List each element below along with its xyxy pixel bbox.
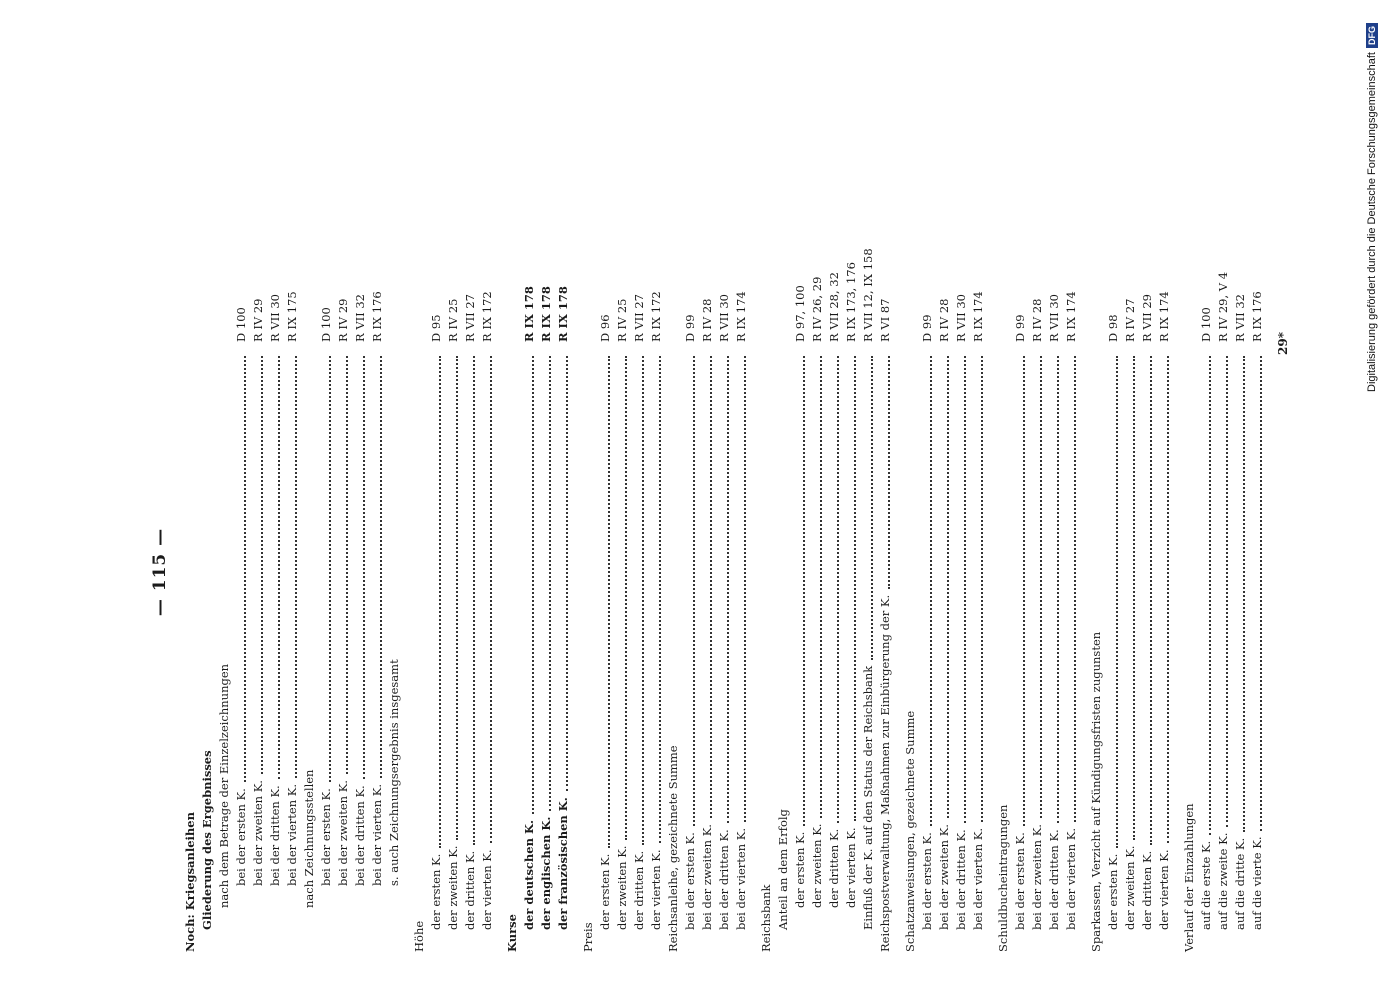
index-entry	[648, 192, 665, 952]
index-entry	[792, 192, 809, 952]
entry-label: bei der dritten K.	[954, 829, 968, 930]
index-page	[140, 192, 1290, 952]
entry-label: bei der ersten K.	[920, 832, 934, 930]
dot-leader	[888, 356, 890, 589]
index-entry	[699, 192, 716, 952]
index-entry	[877, 192, 894, 952]
entry-label: der englischen K.	[539, 816, 553, 930]
index-entry	[1012, 192, 1029, 952]
entry-label: Reichspostverwaltung, Maßnahmen zur Einbürgerung der K.	[878, 594, 892, 952]
entry-label: Einfluß der K. auf den Status der Reichsbank	[861, 665, 875, 930]
entry-reference: R IV 28	[937, 298, 951, 342]
entry-reference: R IX 178	[556, 286, 570, 342]
index-entry	[1029, 192, 1046, 952]
entry-reference: R VII 29	[1140, 294, 1154, 342]
dot-leader	[1057, 356, 1059, 823]
entry-label: bei der vierten K.	[1064, 827, 1078, 930]
dot-leader	[659, 356, 661, 843]
index-entry	[843, 192, 860, 952]
entry-label: der vierten K.	[1157, 849, 1171, 930]
index-entry	[995, 192, 1012, 952]
entry-label: bei der vierten K.	[734, 827, 748, 930]
entry-reference: R IV 27	[1123, 298, 1137, 342]
index-entry	[521, 192, 538, 952]
dot-leader	[1150, 356, 1152, 845]
index-entry	[631, 192, 648, 952]
index-entry	[1249, 192, 1266, 952]
index-entry	[301, 192, 318, 952]
entry-reference: R IV 25	[446, 298, 460, 342]
index-entry	[775, 192, 792, 952]
entry-reference: R IV 25	[615, 298, 629, 342]
entry-label: der ersten K.	[1106, 853, 1120, 930]
index-entry	[386, 192, 403, 952]
index-entry	[233, 192, 250, 952]
entry-label: der ersten K.	[598, 853, 612, 930]
entry-label: bei der zweiten K.	[336, 780, 350, 886]
entry-reference: R VII 27	[632, 294, 646, 342]
dot-leader	[363, 356, 365, 779]
signature-mark: 29*	[1276, 332, 1290, 355]
index-entry	[809, 192, 826, 952]
entry-reference: R IX 176	[370, 291, 384, 342]
index-entry	[1232, 192, 1249, 952]
dot-leader	[329, 356, 331, 782]
dot-leader	[1167, 356, 1169, 843]
dot-leader	[1243, 356, 1245, 832]
entry-reference: D 99	[1013, 314, 1027, 342]
entry-reference: R VII 12, IX 158	[861, 248, 875, 342]
entry-reference: R IX 172	[480, 291, 494, 342]
entry-label: der französischen K.	[556, 797, 570, 930]
entry-label: der dritten K.	[1140, 850, 1154, 930]
index-entry	[919, 192, 936, 952]
entry-label: auf die zweite K.	[1216, 832, 1230, 930]
entry-reference: R VII 30	[268, 294, 282, 342]
index-entry	[902, 192, 919, 952]
dot-leader	[854, 356, 856, 821]
dot-leader	[532, 356, 534, 814]
entry-reference: R VII 32	[353, 294, 367, 342]
entry-label: der vierten K.	[480, 849, 494, 930]
entry-label: s. auch Zeichnungsergebnis insgesamt	[387, 659, 401, 886]
index-entry	[462, 192, 479, 952]
entry-reference: D 100	[319, 307, 333, 342]
entry-label: Anteil an dem Erfolg	[776, 809, 790, 930]
index-entry	[953, 192, 970, 952]
dot-leader	[278, 356, 280, 779]
entry-label: der vierten K.	[649, 849, 663, 930]
entry-reference: D 100	[1199, 307, 1213, 342]
index-entry	[182, 192, 199, 952]
entry-label: der zweiten K.	[615, 845, 629, 930]
entry-reference: R IV 28	[1030, 298, 1044, 342]
entry-reference: R IX 172	[649, 291, 663, 342]
entry-reference: R IX 174	[1157, 291, 1171, 342]
index-entry	[580, 192, 597, 952]
index-entry	[614, 192, 631, 952]
dot-leader	[642, 356, 644, 845]
entry-label: bei der ersten K.	[234, 788, 248, 886]
dot-leader	[964, 356, 966, 823]
entry-label: Höhe	[412, 920, 426, 952]
entry-label: der zweiten K.	[1123, 845, 1137, 930]
entry-reference: R IX 176	[1250, 291, 1264, 342]
dot-leader	[744, 356, 746, 822]
dot-leader	[727, 356, 729, 823]
dot-leader	[803, 356, 805, 826]
entry-reference: R VII 30	[717, 294, 731, 342]
index-entry	[411, 192, 428, 952]
dot-leader	[244, 356, 246, 782]
entry-reference: R IX 175	[285, 291, 299, 342]
entry-label: nach dem Betrage der Einzelzeichnungen	[217, 663, 231, 908]
entry-reference: R IX 173, 176	[844, 262, 858, 342]
entry-label: bei der ersten K.	[683, 832, 697, 930]
entry-reference: R IX 174	[1064, 291, 1078, 342]
entry-label: Kurse	[505, 914, 519, 952]
index-entry	[538, 192, 555, 952]
entry-label: Reichsbank	[759, 884, 773, 952]
dot-leader	[625, 356, 627, 840]
dot-leader	[261, 356, 263, 774]
dot-leader	[346, 356, 348, 774]
index-entry	[970, 192, 987, 952]
entry-label: der dritten K.	[632, 850, 646, 930]
entry-reference: D 99	[920, 314, 934, 342]
index-entry	[318, 192, 335, 952]
entry-reference: R IV 26, 29	[810, 276, 824, 342]
index-entry	[1088, 192, 1105, 952]
entry-reference: R VII 32	[1233, 294, 1247, 342]
entry-label: bei der dritten K.	[1047, 829, 1061, 930]
dfg-note-text: Digitalisierung gefördert durch die Deutsche Forschungsgemeinschaft	[1366, 52, 1378, 392]
entry-label: Gliederung des Ergebnisses	[200, 750, 214, 930]
dot-leader	[981, 356, 983, 822]
index-entry	[860, 192, 877, 952]
entry-reference: R IV 29	[336, 298, 350, 342]
entry-label: auf die erste K.	[1199, 840, 1213, 930]
index-entry	[1181, 192, 1198, 952]
index-entry	[428, 192, 445, 952]
entry-label: der ersten K.	[793, 831, 807, 908]
entry-reference: R IV 29	[251, 298, 265, 342]
index-entry	[445, 192, 462, 952]
index-entry	[758, 192, 775, 952]
entry-label: nach Zeichnungsstellen	[302, 769, 316, 908]
dot-leader	[566, 356, 568, 791]
entry-reference: D 100	[234, 307, 248, 342]
index-entry	[352, 192, 369, 952]
entry-label: der dritten K.	[827, 828, 841, 908]
dot-leader	[549, 356, 551, 811]
entry-label: bei der zweiten K.	[1030, 824, 1044, 930]
index-entry	[597, 192, 614, 952]
dot-leader	[1133, 356, 1135, 840]
index-entry	[682, 192, 699, 952]
entry-label: bei der vierten K.	[971, 827, 985, 930]
index-entry	[826, 192, 843, 952]
dot-leader	[930, 356, 932, 826]
index-entry	[1215, 192, 1232, 952]
index-entry	[1105, 192, 1122, 952]
entry-label: bei der dritten K.	[268, 785, 282, 886]
dot-leader	[947, 356, 949, 818]
index-entry	[936, 192, 953, 952]
index-entry	[199, 192, 216, 952]
dot-leader	[837, 356, 839, 823]
entry-reference: R IX 174	[734, 291, 748, 342]
entry-reference: R VII 30	[1047, 294, 1061, 342]
entry-reference: R IX 178	[539, 286, 553, 342]
entry-label: Schuldbucheintragungen	[996, 804, 1010, 952]
dot-leader	[1209, 356, 1211, 835]
index-entry	[1139, 192, 1156, 952]
entry-reference: R VII 27	[463, 294, 477, 342]
entry-label: der dritten K.	[463, 850, 477, 930]
index-entry	[335, 192, 352, 952]
index-entry	[665, 192, 682, 952]
index-entry	[1046, 192, 1063, 952]
entry-reference: R VI 87	[878, 298, 892, 342]
entry-reference: R IV 29, V 4	[1216, 271, 1230, 342]
entry-label: Noch: Kriegsanleihen	[183, 812, 197, 952]
index-entry	[555, 192, 572, 952]
entry-reference: D 96	[598, 314, 612, 342]
dot-leader	[820, 356, 822, 818]
index-entry	[733, 192, 750, 952]
entry-reference: R VII 30	[954, 294, 968, 342]
dot-leader	[710, 356, 712, 818]
entry-label: bei der zweiten K.	[700, 824, 714, 930]
index-entry	[716, 192, 733, 952]
dot-leader	[1074, 356, 1076, 822]
entry-label: der deutschen K.	[522, 820, 536, 930]
dot-leader	[473, 356, 475, 845]
entry-label: Verlauf der Einzahlungen	[1182, 803, 1196, 952]
dot-leader	[871, 356, 873, 660]
index-entry	[1063, 192, 1080, 952]
dot-leader	[295, 356, 297, 778]
dot-leader	[456, 356, 458, 840]
entry-label: bei der ersten K.	[319, 788, 333, 886]
entry-label: auf die vierte K.	[1250, 836, 1264, 930]
index-entries	[182, 192, 1264, 952]
entry-label: der zweiten K.	[446, 845, 460, 930]
entry-label: Preis	[581, 922, 595, 952]
entry-label: Reichsanleihe, gezeichnete Summe	[666, 745, 680, 952]
dot-leader	[1023, 356, 1025, 826]
entry-label: bei der zweiten K.	[937, 824, 951, 930]
page-number-header: — 115 —	[150, 527, 170, 617]
dot-leader	[1260, 356, 1262, 831]
dot-leader	[490, 356, 492, 843]
entry-label: bei der zweiten K.	[251, 780, 265, 886]
entry-reference: R IX 174	[971, 291, 985, 342]
index-entry	[369, 192, 386, 952]
entry-reference: D 98	[1106, 314, 1120, 342]
entry-label: bei der dritten K.	[717, 829, 731, 930]
dot-leader	[1226, 356, 1228, 827]
entry-reference: R IV 28	[700, 298, 714, 342]
entry-label: Schatzanweisungen, gezeichnete Summe	[903, 710, 917, 952]
entry-reference: R IX 178	[522, 286, 536, 342]
index-entry	[1198, 192, 1215, 952]
dot-leader	[1040, 356, 1042, 818]
index-entry	[250, 192, 267, 952]
dfg-logo: DFG	[1366, 23, 1378, 48]
index-entry	[1122, 192, 1139, 952]
dot-leader	[693, 356, 695, 826]
dot-leader	[439, 356, 441, 848]
index-entry	[479, 192, 496, 952]
index-entry	[1156, 192, 1173, 952]
entry-reference: R VII 28, 32	[827, 272, 841, 342]
index-entry	[216, 192, 233, 952]
entry-reference: D 97, 100	[793, 285, 807, 342]
index-entry	[284, 192, 301, 952]
entry-reference: D 95	[429, 314, 443, 342]
index-entry	[267, 192, 284, 952]
dot-leader	[380, 356, 382, 778]
entry-label: bei der vierten K.	[285, 783, 299, 886]
entry-label: bei der ersten K.	[1013, 832, 1027, 930]
entry-reference: D 99	[683, 314, 697, 342]
dot-leader	[608, 356, 610, 848]
entry-label: bei der dritten K.	[353, 785, 367, 886]
entry-label: Sparkassen, Verzicht auf Kündigungsfristen zugunsten	[1089, 631, 1103, 952]
entry-label: bei der vierten K.	[370, 783, 384, 886]
index-entry	[504, 192, 521, 952]
entry-label: der ersten K.	[429, 853, 443, 930]
entry-label: auf die dritte K.	[1233, 837, 1247, 930]
entry-label: der vierten K.	[844, 827, 858, 908]
dot-leader	[1116, 356, 1118, 848]
entry-label: der zweiten K.	[810, 823, 824, 908]
dfg-funding-note	[1366, 23, 1378, 392]
